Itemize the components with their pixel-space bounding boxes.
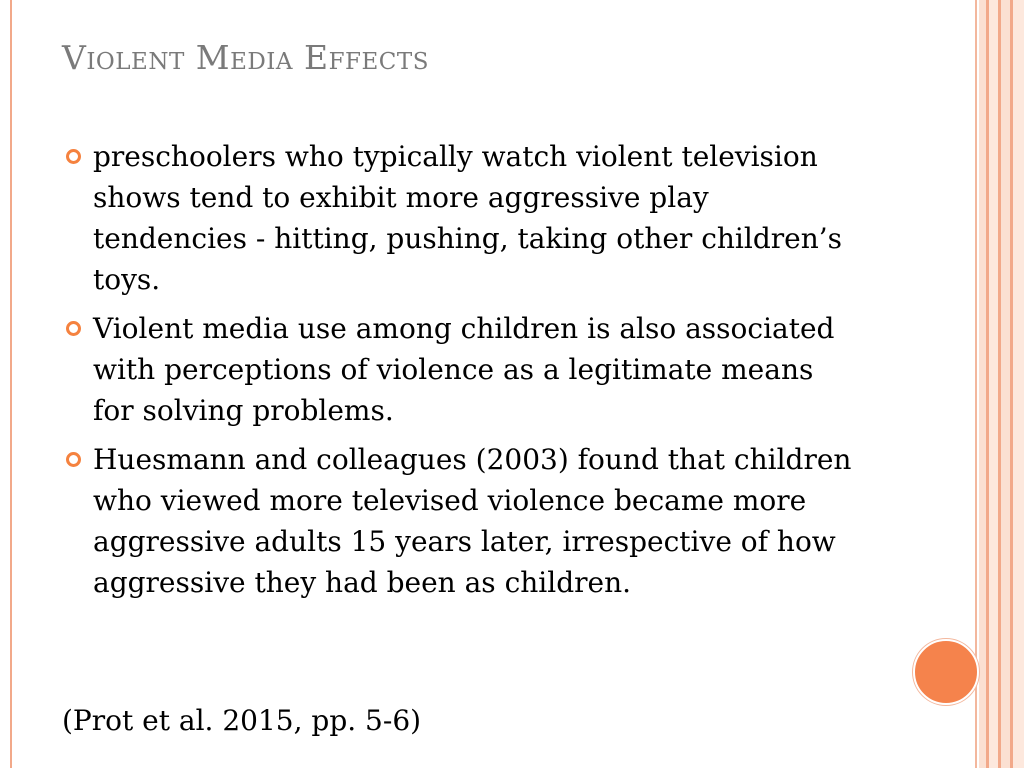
- bullet-item: [62, 439, 862, 603]
- hollow-circle-bullet-icon: [66, 452, 81, 467]
- citation: (Prot et al. 2015, pp. 5-6): [62, 704, 422, 737]
- hollow-circle-bullet-icon: [66, 149, 81, 164]
- bullet-text: Huesmann and colleagues (2003) found that children who viewed more televised violence became more aggressive adults 15 years later, irrespective of how aggressive they had been as children.: [93, 443, 852, 599]
- hollow-circle-bullet-icon: [66, 321, 81, 336]
- right-border-stripe: [989, 0, 998, 768]
- bullet-list: [62, 136, 862, 611]
- slide-title: Violent Media Effects: [62, 38, 429, 77]
- right-border-stripe: [979, 0, 986, 768]
- bullet-text: Violent media use among children is also associated with perceptions of violence as a legitimate means for solving problems.: [93, 312, 835, 427]
- right-border-stripe: [1001, 0, 1010, 768]
- bullet-item: [62, 136, 862, 300]
- left-border-line: [10, 0, 12, 768]
- right-border-stripe: [1013, 0, 1024, 768]
- decorative-circle-icon: [913, 639, 979, 705]
- right-border-stripe: [975, 0, 977, 768]
- bullet-text: preschoolers who typically watch violent television shows tend to exhibit more aggressive play tendencies - hitting, pushing, taking other children’s toys.: [93, 140, 843, 296]
- bullet-item: [62, 308, 862, 431]
